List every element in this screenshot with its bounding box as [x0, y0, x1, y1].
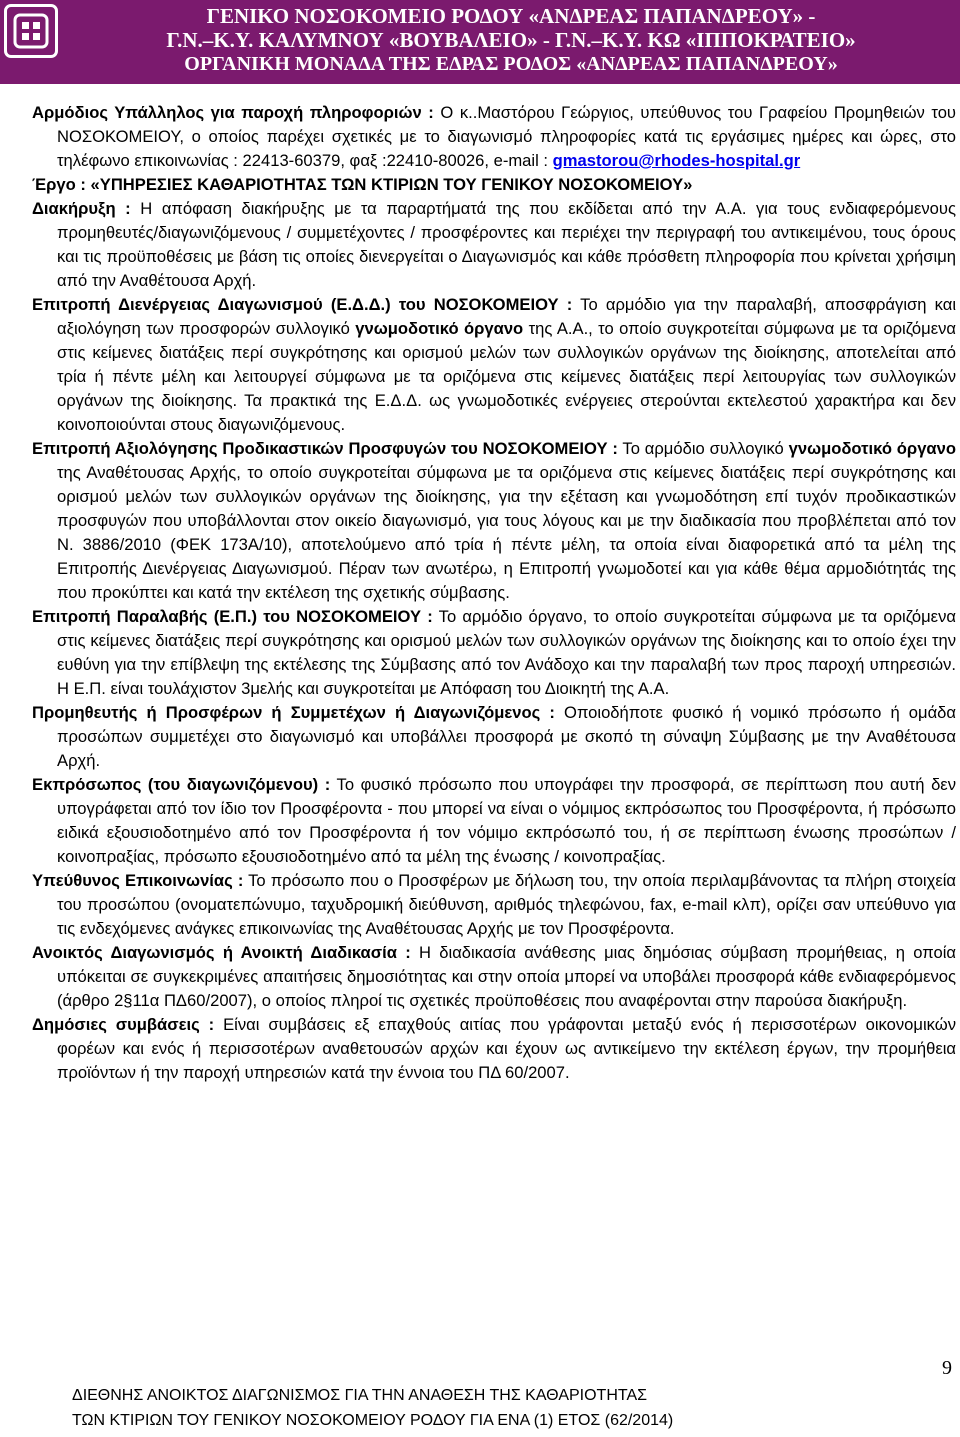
definition-text: Το φυσικό πρόσωπο που υπογράφει την προσφορά, σε περίπτωση που αυτή δεν υπογράφεται από τον ίδιο τον Προσφέροντα - που μπορεί να είναι ο νόμιμος εκπρόσωπος του Προσφέροντα, ή πρόσωπο ειδικά εξουσιοδοτημένο από τον Προσφέροντα ή τον νόμιμο εκπρόσωπό του, ή σε περίπτωση ένωσης προσώπων / κοινοπραξίας, πρόσωπο εξουσιοδοτημένο από τα μέλη της ένωσης / κοινοπραξίας. — [57, 775, 957, 866]
definition-bold-text: γνωμοδοτικό όργανο — [788, 439, 956, 458]
definition-supplier — [32, 701, 956, 773]
footer-line-2: ΤΩΝ ΚΤΙΡΙΩΝ ΤΟΥ ΓΕΝΙΚΟΥ ΝΟΣΟΚΟΜΕΙΟΥ ΡΟΔΟΥ ΓΙΑ ΕΝΑ (1) ΕΤΟΣ (62/2014) — [72, 1412, 674, 1429]
definition-text: Το πρόσωπο που ο Προσφέρων με δήλωση του, την οποία περιλαμβάνοντας τα πλήρη στοιχεία του προσώπου (ονοματεπώνυμο, ταχυδρομική διεύθυνση, αριθμός τηλεφώνου, fax, e-mail κλπ), ορίζει σαν υπεύθυνο για τις ενδεχόμενες ανάγκες επικοινωνίας της Αναθέτουσας Αρχής με τον Προσφέροντα. — [57, 871, 956, 938]
hospital-logo-icon — [4, 4, 58, 58]
definition-text: Ο κ..Μαστόρου Γεώργιος, υπεύθυνος του Γραφείου Προμηθειών του ΝΟΣΟΚΟΜΕΙΟΥ, ο οποίος παρέχει σχετικές με το διαγωνισμό πληροφορίες κατά τις εργάσιμες ημέρες και ώρες, στο τηλέφωνο επικοινωνίας : 22413-60379, φαξ :22410-80026, e-mail : — [57, 103, 957, 170]
email-link[interactable]: gmastorou@rhodes-hospital.gr — [552, 151, 801, 170]
term: Επιτροπή Παραλαβής (Ε.Π.) του ΝΟΣΟΚΟΜΕΙΟΥ : — [32, 607, 433, 626]
header-line-2: Γ.Ν.–Κ.Υ. ΚΑΛΥΜΝΟΥ «ΒΟΥΒΑΛΕΙΟ» - Γ.Ν.–Κ.Υ. ΚΩ «ΙΠΠΟΚΡΑΤΕΙΟ» — [166, 28, 856, 52]
term: Διακήρυξη : — [32, 199, 131, 218]
definition-bold-text: γνωμοδοτικό όργανο — [355, 319, 524, 338]
footer-line-1: ΔΙΕΘΝΗΣ ΑΝΟΙΚΤΟΣ ΔΙΑΓΩΝΙΣΜΟΣ ΓΙΑ ΤΗΝ ΑΝΑΘΕΣΗ ΤΗΣ ΚΑΘΑΡΙΟΤΗΤΑΣ — [72, 1387, 648, 1404]
definition-contact-officer — [32, 101, 956, 173]
page-number: 9 — [942, 1357, 952, 1379]
document-header — [0, 0, 960, 84]
definition-text-continued: της Αναθέτουσας Αρχής, το οποίο συγκροτείται σύμφωνα με τα οριζόμενα στις κείμενες διατάξεις περί συγκρότησης και ορισμού μελών των συλλογικών οργάνων της διοίκησης, για την εξέταση και γνωμοδότηση επί τυχόν προδικαστικών προσφυγών που υποβάλλονται στον οικείο διαγωνισμό, για τους λόγους και με την διαδικασία που προβλέπεται από τον Ν. 3886/2010 (ΦΕΚ 173Α/10), αποτελούμενο από τρία ή πέντε μέλη, τα οποία είναι διαφορετικά από τα μέλη της Επιτροπής Διενέργειας Διαγωνισμού. Πέραν των ανωτέρω, η Επιτροπή γνωμοδοτεί και για κάθε θέμα αρμοδιότητάς της που προκύπτει και κατά την εκτέλεση της σχετικής σύμβασης. — [57, 463, 956, 602]
header-line-1: ΓΕΝΙΚΟ ΝΟΣΟΚΟΜΕΙΟ ΡΟΔΟΥ «ΑΝΔΡΕΑΣ ΠΑΠΑΝΔΡΕΟΥ» - — [206, 4, 816, 28]
definition-text: Η απόφαση διακήρυξης με τα παραρτήματά της που εκδίδεται από την Α.Α. για τους ενδιαφερόμενους προμηθευτές/διαγωνιζόμενους / συμμετέχοντες / προσφέροντες και περιέχει την περιγραφή του αντικειμένου, τους όρους και τις προϋποθέσεις με βάση τις οποίες διενεργείται ο Διαγωνισμός και κάθε πρόσθετη πληροφορία που κρίνεται χρήσιμη από την Αναθέτουσα Αρχή. — [57, 199, 956, 290]
definition-text: Το αρμόδιο όργανο, το οποίο συγκροτείται σύμφωνα με τα οριζόμενα στις κείμενες διατάξεις περί συγκρότησης και ορισμού μελών των συλλογικών οργάνων της διοίκησης και το οποίο έχει την ευθύνη για την επίβλεψη της εκτέλεσης της Σύμβασης από τον Ανάδοχο και την παραλαβή των προς παροχή υπηρεσιών. Η Ε.Π. είναι τουλάχιστον 3μελής και συγκροτείται με Απόφαση του Διοικητή της Α.Α. — [57, 607, 956, 698]
header-line-3: ΟΡΓΑΝΙΚΗ ΜΟΝΑΔΑ ΤΗΣ ΕΔΡΑΣ ΡΟΔΟΣ «ΑΝΔΡΕΑΣ ΠΑΠΑΝΔΡΕΟΥ» — [184, 53, 838, 75]
definition-tender-committee — [32, 293, 956, 437]
term: Υπεύθυνος Επικοινωνίας : — [32, 871, 244, 890]
term: Επιτροπή Αξιολόγησης Προδικαστικών Προσφυγών του ΝΟΣΟΚΟΜΕΙΟΥ : — [32, 439, 618, 458]
header-text — [64, 4, 958, 76]
definition-text: Το αρμόδιο συλλογικό — [617, 439, 789, 458]
definition-text: Είναι συμβάσεις εξ επαχθούς αιτίας που γράφονται μεταξύ ενός ή περισσοτέρων οικονομικών φορέων και ενός ή περισσοτέρων αναθετουσών αρχών και έχουν ως αντικείμενο την εκτέλεση έργων, την προμήθεια προϊόντων ή την παροχή υπηρεσιών κατά την έννοια του ΠΔ 60/2007. — [57, 1015, 956, 1082]
definition-text-continued: της Α.Α., το οποίο συγκροτείται σύμφωνα με τα οριζόμενα στις κείμενες διατάξεις περί συγκρότησης και ορισμού μελών των συλλογικών οργάνων της διοίκησης, αποτελείται από τρία ή πέντε μέλη και λειτουργεί σύμφωνα με τα οριζόμενα στις κείμενες διατάξεις περί λειτουργίας των συλλογικών οργάνων της διοίκησης. Τα πρακτικά της Ε.Δ.Δ. ως γνωμοδοτικές ενέργειες στερούνται εκτελεστού χαρακτήρα και δεν κοινοποιούνται στους διαγωνιζόμενους. — [57, 319, 956, 434]
term: Δημόσιες συμβάσεις : — [32, 1015, 215, 1034]
definition-text: Το αρμόδιο για την παραλαβή, αποσφράγιση και αξιολόγηση των προσφορών συλλογικό — [57, 295, 957, 338]
term: Προμηθευτής ή Προσφέρων ή Συμμετέχων ή Διαγωνιζόμενος : — [32, 703, 555, 722]
term: Εκπρόσωπος (του διαγωνιζόμενου) : — [32, 775, 331, 794]
definition-appeals-committee — [32, 437, 956, 605]
definition-project — [32, 173, 956, 197]
definition-public-contracts — [32, 1013, 956, 1085]
definition-acceptance-committee — [32, 605, 956, 701]
term: Έργο : «ΥΠΗΡΕΣΙΕΣ ΚΑΘΑΡΙΟΤΗΤΑΣ ΤΩΝ ΚΤΙΡΙΩΝ ΤΟΥ ΓΕΝΙΚΟΥ ΝΟΣΟΚΟΜΕΙΟΥ» — [32, 175, 693, 194]
term: Επιτροπή Διενέργειας Διαγωνισμού (Ε.Δ.Δ.) του ΝΟΣΟΚΟΜΕΙΟΥ : — [32, 295, 573, 314]
definition-representative — [32, 773, 956, 869]
definition-open-tender — [32, 941, 956, 1013]
document-footer — [0, 1383, 960, 1433]
definition-contact-person — [32, 869, 956, 941]
definition-text: Η διαδικασία ανάθεσης μιας δημόσιας σύμβαση προμήθειας, η οποία υπόκειται σε συγκεκριμένες απαιτήσεις δημοσιότητας και στην οποία μπορεί να υποβάλει προσφορά κάθε ενδιαφερόμενος (άρθρο 2§11α ΠΔ60/2007), ο οποίος πληροί τις σχετικές προϋποθέσεις που αναφέρονται στην παρούσα διακήρυξη. — [57, 943, 956, 1010]
document-body — [32, 101, 956, 1085]
definition-text: Οποιοδήποτε φυσικό ή νομικό πρόσωπο ή ομάδα προσώπων συμμετέχει στο διαγωνισμό και υποβάλλει προσφορά με σκοπό τη σύναψη Σύμβασης με την Αναθέτουσα Αρχή. — [57, 703, 956, 770]
term: Αρμόδιος Υπάλληλος για παροχή πληροφοριών : — [32, 103, 434, 122]
term: Ανοικτός Διαγωνισμός ή Ανοικτή Διαδικασία : — [32, 943, 411, 962]
definition-declaration — [32, 197, 956, 293]
